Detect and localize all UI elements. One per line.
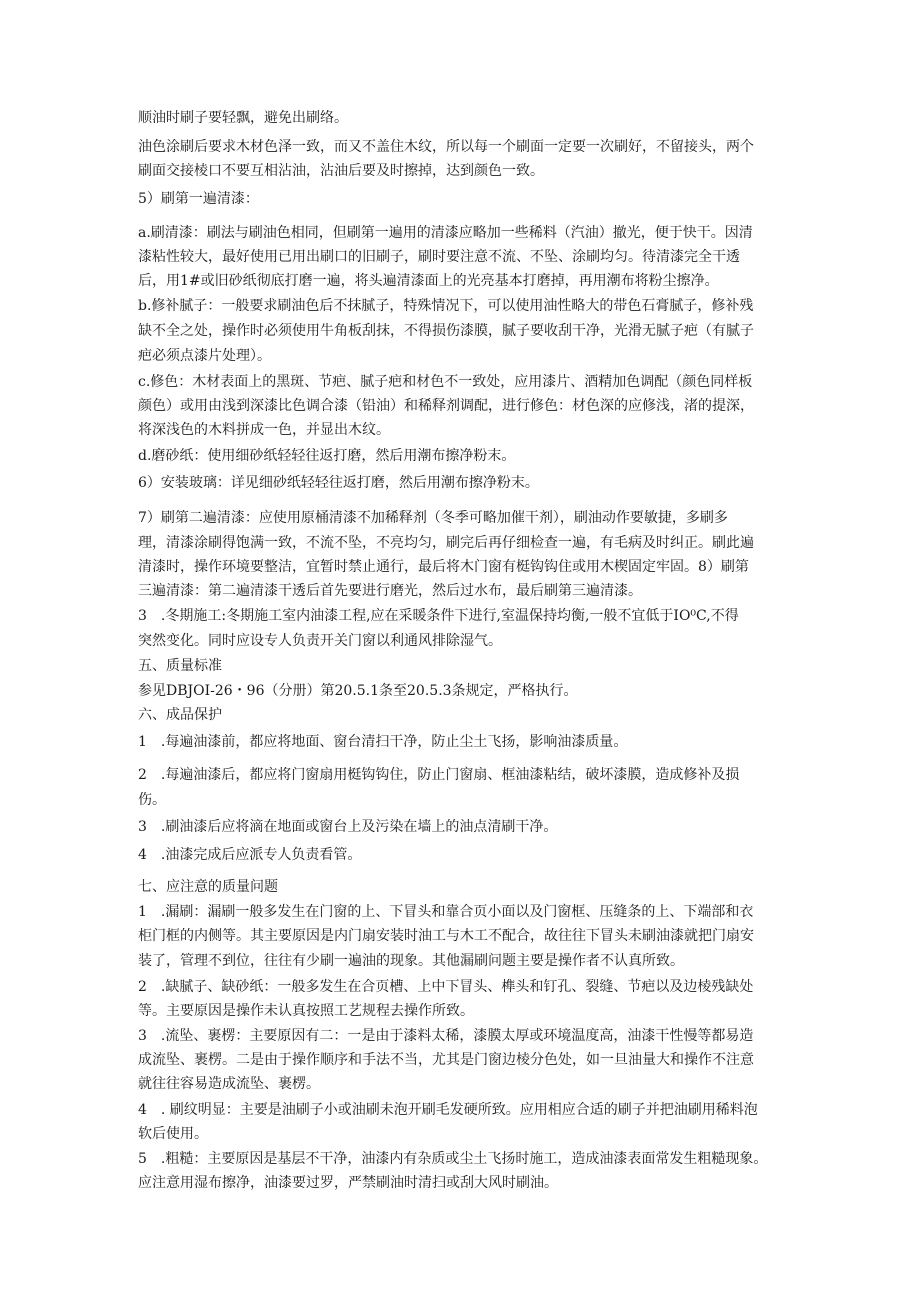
text-line: 软后使用。 <box>138 1126 208 1142</box>
text-line: 清漆时，操作环境要整洁，宜暂时禁止通行，最后将木门窗有梃钩钩住或用木楔固定牢固。8）刷第 <box>138 559 749 575</box>
text-line: 疤必须点漆片处理）。 <box>138 348 271 364</box>
text-line: 3 .流坠、裹楞：主要原因有二：一是由于漆料太稀，漆膜太厚或环境温度高，油漆干性慢等都易造 <box>138 1028 754 1044</box>
text-line: d.磨砂纸：使用细砂纸轻轻往返打磨，然后用潮布擦净粉末。 <box>138 448 516 464</box>
text-line: b.修补腻子：一般要求刷油色后不抹腻子，特殊情况下，可以使用油性略大的带色石膏腻子，修补残 <box>138 298 754 314</box>
text-line: 2 .缺腻子、缺砂纸：一般多发生在合页槽、上中下冒头、榫头和钉孔、裂缝、节疤以及边棱残缺处 <box>138 979 754 995</box>
text-line: 7）刷第二遍清漆：应使用原桶清漆不加稀释剂（冬季可略加催干剂），刷油动作要敏捷，多刷多 <box>138 510 728 526</box>
text-line: 油色涂刷后要求木材色泽一致，而又不盖住木纹，所以每一个刷面一定要一次刷好，不留接头，两个 <box>138 139 754 155</box>
text-line: 伤。 <box>138 792 166 808</box>
text-line: 等。主要原因是操作未认真按照工艺规程去操作所致。 <box>138 1003 474 1019</box>
text-line: 漆粘性较大，最好使用已用出刷口的旧刷子，刷时要注意不流、不坠、涂刷均匀。待清漆完全干透 <box>138 249 740 265</box>
text-line: a.刷清漆：刷法与刷油色相同，但刷第一遍用的清漆应略加一些稀料（汽油）撤光，便于快干。因清 <box>138 225 753 241</box>
text-line: 1 .漏刷：漏刷一般多发生在门窗的上、下冒头和靠合页小面以及门窗框、压缝条的上、下端部和衣 <box>138 904 754 920</box>
text-line: 颜色）或用由浅到深漆比色调合漆（铅油）和稀释剂调配，进行修色：材色深的应修浅，渚的提深， <box>138 398 754 414</box>
section-heading: 五、质量标准 <box>138 658 222 674</box>
section-heading: 七、应注意的质量问题 <box>138 879 278 895</box>
text-line: 刷面交接棱口不要互相沾油，沾油后要及时擦掉，达到颜色一致。 <box>138 163 544 179</box>
text-line: 2 .每遍油漆后，都应将门窗扇用梃钩钩住，防止门窗扇、框油漆粘结，破坏漆膜，造成修补及损 <box>138 767 740 783</box>
section-heading: 5）刷第一遍清漆： <box>138 191 259 207</box>
text-line: 成流坠、裹楞。二是由于操作顺序和手法不当，尤其是门窗边棱分色处，如一旦油量大和操作不注意 <box>138 1052 754 1068</box>
text-line: 4 .油漆完成后应派专人负责看管。 <box>138 847 362 863</box>
text-line: 4 . 刷纹明显：主要是油刷子小或油刷未泡开刷毛发硬所致。应用相应合适的刷子并把油刷用稀料泡 <box>138 1102 758 1118</box>
text-line: 三遍清漆：第二遍清漆干透后首先要进行磨光，然后过水布，最后刷第三遍清漆。 <box>138 583 642 599</box>
text-line: 6）安装玻璃：详见细砂纸轻轻往返打磨，然后用潮布擦净粉末。 <box>138 475 539 491</box>
text-line: 应注意用湿布擦净，油漆要过罗，严禁刷油时清扫或刮大风时刷油。 <box>138 1175 558 1191</box>
text-line: 突然变化。同时应设专人负责开关门窗以利通风排除湿气。 <box>138 633 502 649</box>
text-line: 5 .粗糙：主要原因是基层不干净，油漆内有杂质或尘土飞扬时施工，造成油漆表面常发生粗糙现象。 <box>138 1151 768 1167</box>
text-line: 参见DBJOI-26・96（分册）第20.5.1条至20.5.3条规定，严格执行。 <box>138 683 578 699</box>
text-line: 柜门框的内侧等。其主要原因是内门扇安装时油工与木工不配合，故往往下冒头未刷油漆就把门扇安 <box>138 928 754 944</box>
text-line: c.修色：木材表面上的黑斑、节疤、腻子疤和材色不一致处，应用漆片、酒精加色调配（颜色同样板 <box>138 374 753 390</box>
text-line: 将深浅色的木料拼成一色，并显出木纹。 <box>138 422 390 438</box>
section-heading: 六、成品保护 <box>138 707 222 723</box>
text-line: 1 .每遍油漆前，都应将地面、窗台清扫干净，防止尘土飞扬，影响油漆质量。 <box>138 734 628 750</box>
text-line: 理，清漆涂刷得饱满一致，不流不坠，不亮均匀，刷完后再仔细检查一遍，有毛病及时纠正。刷此遍 <box>138 535 754 551</box>
text-line: 3 .冬期施工:冬期施工室内油漆工程,应在采暖条件下进行,室温保持均衡,一般不宜低于IO⁰C,不得 <box>138 608 739 624</box>
text-line: 顺油时刷子要轻飘，避免出刷络。 <box>138 110 348 126</box>
text-line: 3 .刷油漆后应将滴在地面或窗台上及污染在墙上的油点清刷干净。 <box>138 819 558 835</box>
text-line: 后，用1#或旧砂纸彻底打磨一遍，将头遍清漆面上的光亮基本打磨掉，再用潮布将粉尘擦净。 <box>138 273 719 289</box>
text-line: 就往往容易造成流坠、裹楞。 <box>138 1076 320 1092</box>
text-line: 缺不全之处，操作时必须使用牛角板刮抹，不得损伤漆膜，腻子要收刮干净，光滑无腻子疤（有腻子 <box>138 323 754 339</box>
text-line: 装了，管理不到位，往往有少刷一遍油的现象。其他漏刷问题主要是操作者不认真所致。 <box>138 953 684 969</box>
